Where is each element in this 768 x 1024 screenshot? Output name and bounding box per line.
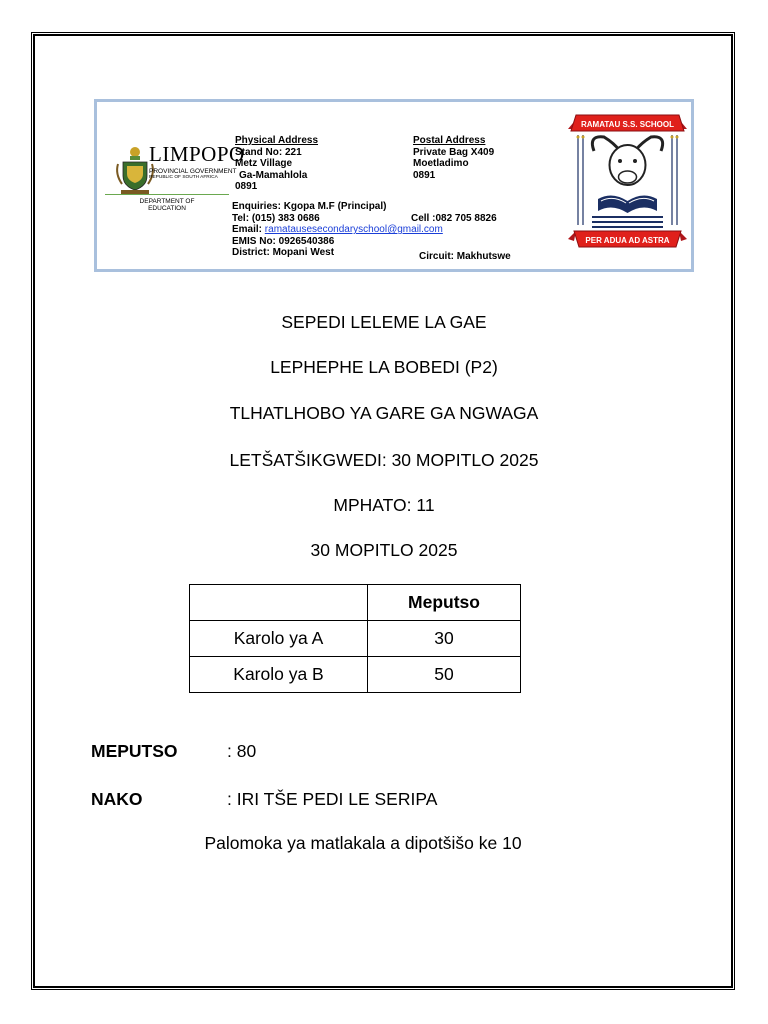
page-count-note: Palomoka ya matlakala a dipotšišo ke 10 bbox=[204, 833, 522, 853]
grade-line: MPHATO: 11 bbox=[333, 495, 435, 515]
total-marks-value: : 80 bbox=[227, 741, 257, 761]
table-header-row bbox=[190, 585, 521, 621]
subject-title: SEPEDI LELEME LA GAE bbox=[281, 312, 487, 332]
total-marks-label: MEPUTSO bbox=[91, 741, 178, 761]
emis-value: 0926540386 bbox=[278, 235, 335, 247]
tel-label: Tel: bbox=[232, 212, 250, 224]
enquiries-value: Kgopa M.F (Principal) bbox=[283, 201, 387, 212]
contact-details bbox=[232, 201, 443, 259]
table-row bbox=[190, 621, 521, 657]
postal-address bbox=[413, 135, 494, 181]
limpopo-divider bbox=[105, 194, 229, 195]
exam-title: TLHATLHOBO YA GARE GA NGWAGA bbox=[229, 403, 539, 423]
school-crest-icon bbox=[564, 107, 691, 257]
date-line: LETŠATŠIKGWEDI: 30 MOPITLO 2025 bbox=[229, 450, 539, 470]
postal-line-3: 0891 bbox=[413, 169, 436, 181]
table-cell-section: Karolo ya B bbox=[190, 657, 368, 693]
circuit-value: Makhutswe bbox=[456, 251, 511, 262]
district-label: District: bbox=[232, 247, 270, 259]
email-line bbox=[232, 224, 443, 236]
circuit-line bbox=[419, 251, 511, 263]
date-repeat-line: 30 MOPITLO 2025 bbox=[310, 540, 458, 560]
circuit-label: Circuit: bbox=[419, 251, 454, 262]
crest-bottom-banner: PER ADUA AD ASTRA bbox=[585, 236, 670, 245]
republic-label: REPUBLIC OF SOUTH AFRICA bbox=[149, 175, 218, 180]
table-cell-section: Karolo ya A bbox=[190, 621, 368, 657]
paper-title: LEPHEPHE LA BOBEDI (P2) bbox=[270, 357, 498, 377]
enquiries-label: Enquiries: bbox=[232, 201, 281, 212]
district-line bbox=[232, 247, 443, 259]
email-label: Email: bbox=[232, 224, 263, 236]
district-value: Mopani West bbox=[272, 247, 335, 259]
crest-top-banner: RAMATAU S.S. SCHOOL bbox=[580, 120, 675, 129]
postal-line-1: Private Bag X409 bbox=[413, 146, 495, 158]
department-line-1: DEPARTMENT OF bbox=[139, 198, 195, 205]
table-cell-marks: 50 bbox=[368, 657, 521, 693]
department-label bbox=[105, 198, 229, 212]
letterhead bbox=[94, 99, 694, 272]
cell-value: :082 705 8826 bbox=[432, 213, 497, 224]
cell-label: Cell bbox=[411, 213, 430, 224]
table-header-blank bbox=[190, 585, 368, 621]
tel-value: (015) 383 0686 bbox=[251, 212, 320, 224]
table-row bbox=[190, 657, 521, 693]
time-value: : IRI TŠE PEDI LE SERIPA bbox=[227, 789, 438, 809]
postal-line-2: Moetladimo bbox=[413, 158, 469, 170]
provincial-government-label: PROVINCIAL GOVERNMENT bbox=[149, 168, 237, 175]
table-cell-marks: 30 bbox=[368, 621, 521, 657]
emis-label: EMIS No: bbox=[232, 235, 276, 247]
table-header-marks: Meputso bbox=[368, 585, 521, 621]
physical-address bbox=[235, 135, 318, 193]
cell-line bbox=[411, 213, 497, 225]
physical-address-heading: Physical Address bbox=[235, 135, 319, 146]
emis-line bbox=[232, 236, 443, 248]
physical-line-2: Metz Village bbox=[235, 158, 293, 170]
physical-line-3: Ga-Mamahlola bbox=[239, 169, 308, 181]
email-link[interactable]: ramatausesecondaryschool@gmail.com bbox=[264, 224, 443, 236]
marks-table bbox=[189, 584, 521, 693]
physical-line-1: Stand No: 221 bbox=[235, 146, 302, 158]
time-label: NAKO bbox=[91, 789, 143, 809]
enquiries-line bbox=[232, 201, 443, 213]
limpopo-name: LIMPOPO bbox=[149, 142, 245, 166]
postal-address-heading: Postal Address bbox=[413, 135, 486, 146]
physical-line-4: 0891 bbox=[235, 181, 258, 193]
department-line-2: EDUCATION bbox=[148, 205, 186, 212]
